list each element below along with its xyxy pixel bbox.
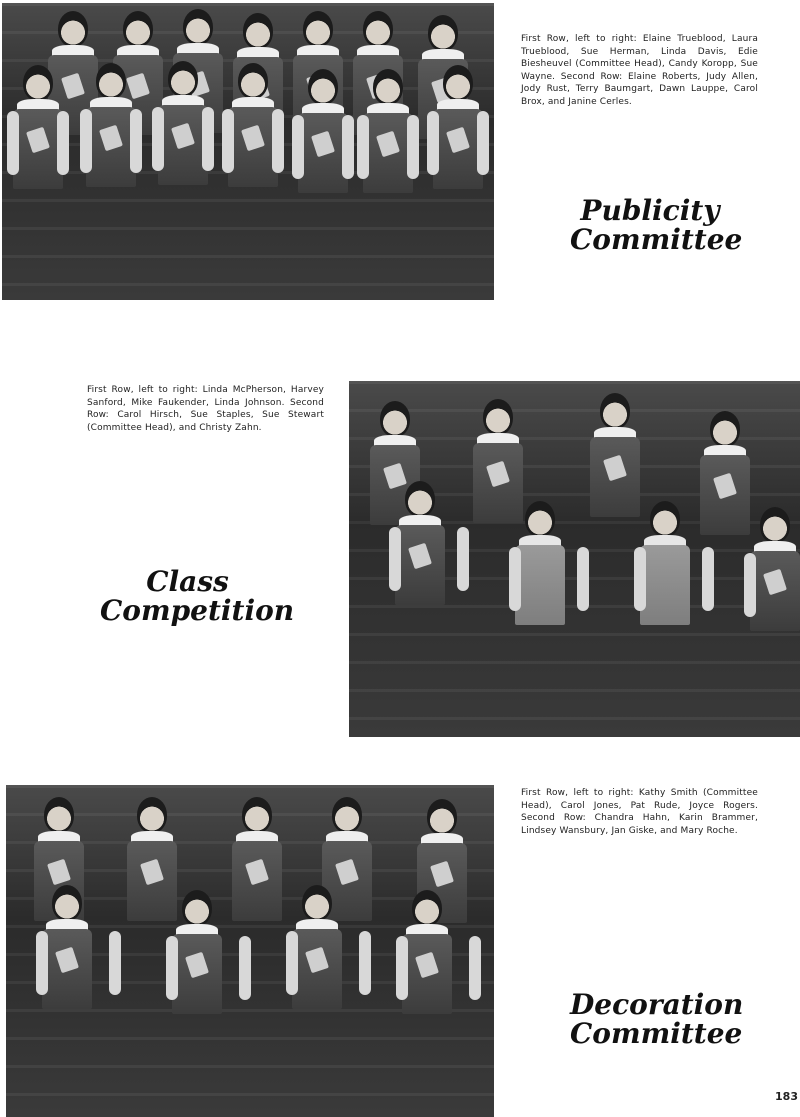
class-competition-title bbox=[100, 565, 295, 627]
group-member bbox=[509, 501, 589, 721]
title-line: Committee bbox=[570, 223, 743, 256]
title-line: Decoration bbox=[570, 988, 744, 1021]
group-member bbox=[357, 69, 419, 269]
decoration-committee-photo bbox=[6, 785, 494, 1117]
decoration-committee-title bbox=[570, 988, 744, 1050]
group-member bbox=[292, 69, 354, 269]
group-member bbox=[152, 61, 214, 261]
group-member bbox=[36, 885, 121, 1115]
group-member bbox=[7, 65, 69, 265]
group-member bbox=[389, 481, 469, 721]
class-competition-caption: First Row, left to right: Linda McPherson, Harvey Sanford, Mike Faukender, Linda Johnson. Second Row: Carol Hirsch, Sue Staples, Sue Stewart (Committee Head), and Christy Zahn. bbox=[87, 385, 324, 433]
group-member bbox=[427, 65, 489, 265]
page-number: 183 bbox=[775, 1090, 798, 1103]
publicity-committee-photo bbox=[2, 3, 494, 300]
group-member bbox=[634, 501, 714, 721]
publicity-committee-title bbox=[570, 194, 743, 256]
group-member bbox=[80, 63, 142, 263]
group-member bbox=[166, 890, 251, 1115]
title-line: Publicity bbox=[580, 194, 720, 227]
title-line: Class bbox=[146, 565, 229, 598]
group-member bbox=[744, 507, 800, 727]
group-member bbox=[396, 890, 481, 1115]
publicity-committee-caption: First Row, left to right: Elaine Trueblood, Laura Trueblood, Sue Herman, Linda Davis, Edie Biesheuvel (Committee Head), Candy Koropp, Sue Wayne. Second Row: Elaine Roberts, Judy Allen, Jody Rust, Terry Baumgart, Dawn Lauppe, Carol Brox, and Janine Cerles. bbox=[521, 34, 758, 107]
title-line: Competition bbox=[100, 594, 295, 627]
class-competition-photo bbox=[349, 381, 800, 737]
group-member bbox=[222, 63, 284, 263]
decoration-committee-caption: First Row, left to right: Kathy Smith (Committee Head), Carol Jones, Pat Rude, Joyce Rogers. Second Row: Chandra Hahn, Karin Brammer, Lindsey Wansbury, Jan Giske, and Mary Roche. bbox=[521, 788, 758, 836]
title-line: Committee bbox=[570, 1017, 743, 1050]
group-member bbox=[286, 885, 371, 1115]
